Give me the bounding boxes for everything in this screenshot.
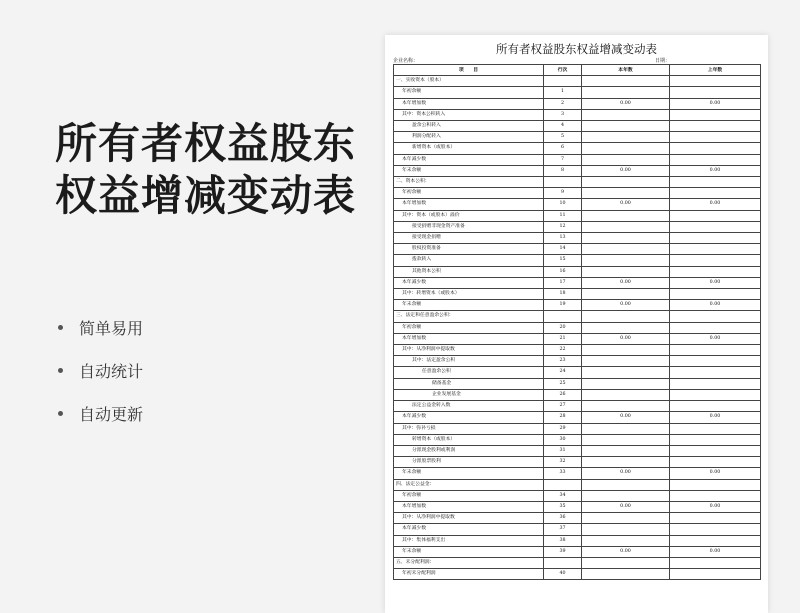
row-previous-value: 0.00 bbox=[670, 98, 761, 109]
row-item-label: 年初余额 bbox=[394, 322, 544, 333]
row-previous-value: 0.00 bbox=[670, 165, 761, 176]
row-current-value: 0.00 bbox=[582, 300, 670, 311]
row-item-label: 其中：从净利润中提取数 bbox=[394, 345, 544, 356]
table-row bbox=[394, 479, 761, 490]
row-current-value bbox=[582, 255, 670, 266]
row-previous-value bbox=[670, 121, 761, 132]
row-item-label: 转增资本（或股本） bbox=[394, 434, 544, 445]
table-row bbox=[394, 244, 761, 255]
row-item-label: 其中：集体福利支出 bbox=[394, 535, 544, 546]
table-row bbox=[394, 300, 761, 311]
row-previous-value bbox=[670, 177, 761, 188]
table-row bbox=[394, 311, 761, 322]
row-previous-value bbox=[670, 154, 761, 165]
row-line-number: 23 bbox=[544, 356, 582, 367]
row-item-label: 新增资本（或股本） bbox=[394, 143, 544, 154]
bullet-dot-icon bbox=[58, 325, 63, 330]
feature-label: 简单易用 bbox=[79, 318, 144, 338]
row-item-label: 年末余额 bbox=[394, 165, 544, 176]
row-current-value bbox=[582, 479, 670, 490]
row-item-label: 其他资本公积 bbox=[394, 266, 544, 277]
row-current-value bbox=[582, 221, 670, 232]
row-current-value bbox=[582, 143, 670, 154]
table-row bbox=[394, 490, 761, 501]
row-previous-value bbox=[670, 513, 761, 524]
row-current-value: 0.00 bbox=[582, 412, 670, 423]
row-line-number: 12 bbox=[544, 221, 582, 232]
row-current-value bbox=[582, 513, 670, 524]
row-item-label: 接受捐赠非现金资产准备 bbox=[394, 221, 544, 232]
row-line-number: 21 bbox=[544, 333, 582, 344]
table-row bbox=[394, 535, 761, 546]
table-row bbox=[394, 277, 761, 288]
row-previous-value bbox=[670, 378, 761, 389]
table-row bbox=[394, 546, 761, 557]
table-row bbox=[394, 322, 761, 333]
row-line-number: 15 bbox=[544, 255, 582, 266]
row-line-number: 14 bbox=[544, 244, 582, 255]
row-line-number: 37 bbox=[544, 524, 582, 535]
row-current-value bbox=[582, 121, 670, 132]
row-line-number: 16 bbox=[544, 266, 582, 277]
feature-item bbox=[58, 356, 143, 384]
feature-item bbox=[58, 313, 143, 341]
table-row bbox=[394, 356, 761, 367]
feature-item bbox=[58, 399, 143, 427]
row-previous-value bbox=[670, 143, 761, 154]
row-line-number: 38 bbox=[544, 535, 582, 546]
row-line-number: 19 bbox=[544, 300, 582, 311]
row-line-number bbox=[544, 557, 582, 568]
row-line-number bbox=[544, 311, 582, 322]
row-previous-value: 0.00 bbox=[670, 412, 761, 423]
row-line-number: 33 bbox=[544, 468, 582, 479]
feature-label: 自动更新 bbox=[79, 404, 144, 424]
table-row bbox=[394, 423, 761, 434]
row-line-number: 5 bbox=[544, 132, 582, 143]
row-current-value: 0.00 bbox=[582, 199, 670, 210]
table-row bbox=[394, 233, 761, 244]
row-current-value bbox=[582, 188, 670, 199]
table-row bbox=[394, 468, 761, 479]
row-previous-value: 0.00 bbox=[670, 199, 761, 210]
row-current-value bbox=[582, 109, 670, 120]
row-line-number: 29 bbox=[544, 423, 582, 434]
row-line-number: 32 bbox=[544, 457, 582, 468]
row-current-value: 0.00 bbox=[582, 468, 670, 479]
table-row bbox=[394, 154, 761, 165]
date-label: 日期： bbox=[655, 58, 671, 64]
row-line-number: 10 bbox=[544, 199, 582, 210]
row-item-label: 本年减少数 bbox=[394, 154, 544, 165]
row-current-value bbox=[582, 434, 670, 445]
hero-title bbox=[55, 118, 356, 222]
row-item-label: 五、未分配利润： bbox=[394, 557, 544, 568]
header-previous-year: 上年数 bbox=[670, 65, 761, 76]
row-previous-value: 0.00 bbox=[670, 333, 761, 344]
row-current-value bbox=[582, 569, 670, 580]
table-row bbox=[394, 210, 761, 221]
row-line-number: 18 bbox=[544, 289, 582, 300]
table-row bbox=[394, 143, 761, 154]
table-row bbox=[394, 457, 761, 468]
table-row bbox=[394, 177, 761, 188]
row-line-number: 36 bbox=[544, 513, 582, 524]
row-current-value bbox=[582, 457, 670, 468]
row-item-label: 分派现金股利或利润 bbox=[394, 445, 544, 456]
row-line-number: 31 bbox=[544, 445, 582, 456]
row-previous-value bbox=[670, 266, 761, 277]
row-item-label: 其中：资本（或股本）溢价 bbox=[394, 210, 544, 221]
row-current-value: 0.00 bbox=[582, 165, 670, 176]
table-row bbox=[394, 87, 761, 98]
row-current-value bbox=[582, 535, 670, 546]
document-title: 所有者权益股东权益增减变动表 bbox=[496, 42, 657, 56]
row-current-value bbox=[582, 154, 670, 165]
table-row bbox=[394, 199, 761, 210]
table-row bbox=[394, 367, 761, 378]
row-item-label: 盈余公积转入 bbox=[394, 121, 544, 132]
row-line-number bbox=[544, 177, 582, 188]
row-current-value bbox=[582, 311, 670, 322]
table-row bbox=[394, 569, 761, 580]
row-current-value bbox=[582, 490, 670, 501]
row-previous-value bbox=[670, 535, 761, 546]
row-item-label: 其中：资本公积转入 bbox=[394, 109, 544, 120]
row-line-number: 7 bbox=[544, 154, 582, 165]
row-current-value bbox=[582, 524, 670, 535]
row-item-label: 年末余额 bbox=[394, 546, 544, 557]
row-previous-value bbox=[670, 345, 761, 356]
table-row bbox=[394, 188, 761, 199]
row-current-value bbox=[582, 322, 670, 333]
row-current-value bbox=[582, 233, 670, 244]
row-current-value bbox=[582, 389, 670, 400]
row-item-label: 储备基金 bbox=[394, 378, 544, 389]
feature-label: 自动统计 bbox=[79, 361, 144, 381]
table-row bbox=[394, 109, 761, 120]
row-previous-value bbox=[670, 244, 761, 255]
row-previous-value bbox=[670, 132, 761, 143]
row-previous-value: 0.00 bbox=[670, 546, 761, 557]
row-line-number: 34 bbox=[544, 490, 582, 501]
table-row bbox=[394, 121, 761, 132]
row-line-number: 9 bbox=[544, 188, 582, 199]
row-item-label: 年末余额 bbox=[394, 300, 544, 311]
table-row bbox=[394, 132, 761, 143]
row-previous-value: 0.00 bbox=[670, 501, 761, 512]
hero-title-line-1: 所有者权益股东 bbox=[55, 119, 357, 168]
row-line-number: 1 bbox=[544, 87, 582, 98]
row-previous-value bbox=[670, 490, 761, 501]
row-previous-value bbox=[670, 322, 761, 333]
row-item-label: 四、法定公益金： bbox=[394, 479, 544, 490]
row-previous-value bbox=[670, 389, 761, 400]
row-current-value bbox=[582, 423, 670, 434]
header-current-year: 本年数 bbox=[582, 65, 670, 76]
row-current-value bbox=[582, 266, 670, 277]
row-item-label: 三、法定和任意盈余公积： bbox=[394, 311, 544, 322]
row-previous-value: 0.00 bbox=[670, 300, 761, 311]
row-current-value bbox=[582, 345, 670, 356]
row-item-label: 其中：从净利润中提取数 bbox=[394, 513, 544, 524]
row-current-value bbox=[582, 132, 670, 143]
bullet-dot-icon bbox=[58, 368, 63, 373]
row-previous-value bbox=[670, 445, 761, 456]
row-item-label: 拨款转入 bbox=[394, 255, 544, 266]
table-row bbox=[394, 333, 761, 344]
row-previous-value bbox=[670, 457, 761, 468]
row-previous-value bbox=[670, 434, 761, 445]
table-row bbox=[394, 345, 761, 356]
row-line-number: 8 bbox=[544, 165, 582, 176]
row-previous-value bbox=[670, 87, 761, 98]
row-previous-value: 0.00 bbox=[670, 277, 761, 288]
bullet-dot-icon bbox=[58, 411, 63, 416]
row-item-label: 股权投资准备 bbox=[394, 244, 544, 255]
row-previous-value bbox=[670, 311, 761, 322]
row-current-value bbox=[582, 210, 670, 221]
table-row bbox=[394, 557, 761, 568]
row-previous-value bbox=[670, 188, 761, 199]
row-line-number: 2 bbox=[544, 98, 582, 109]
row-item-label: 本年减少数 bbox=[394, 412, 544, 423]
header-item: 项 目 bbox=[394, 65, 544, 76]
row-line-number: 24 bbox=[544, 367, 582, 378]
row-line-number: 28 bbox=[544, 412, 582, 423]
row-current-value bbox=[582, 244, 670, 255]
row-item-label: 一、实收资本（股本） bbox=[394, 76, 544, 87]
table-row bbox=[394, 445, 761, 456]
row-line-number: 40 bbox=[544, 569, 582, 580]
row-item-label: 其中：弥补亏损 bbox=[394, 423, 544, 434]
row-current-value: 0.00 bbox=[582, 546, 670, 557]
row-previous-value bbox=[670, 367, 761, 378]
document-preview bbox=[385, 35, 768, 613]
row-item-label: 其中：转增资本（或股本） bbox=[394, 289, 544, 300]
row-line-number: 30 bbox=[544, 434, 582, 445]
row-previous-value bbox=[670, 109, 761, 120]
row-item-label: 本年增加数 bbox=[394, 333, 544, 344]
row-line-number: 39 bbox=[544, 546, 582, 557]
row-line-number: 13 bbox=[544, 233, 582, 244]
row-current-value bbox=[582, 378, 670, 389]
table-row bbox=[394, 389, 761, 400]
row-line-number: 26 bbox=[544, 389, 582, 400]
row-current-value: 0.00 bbox=[582, 501, 670, 512]
row-item-label: 接受现金捐赠 bbox=[394, 233, 544, 244]
row-current-value bbox=[582, 87, 670, 98]
row-current-value bbox=[582, 76, 670, 87]
row-previous-value bbox=[670, 569, 761, 580]
row-previous-value bbox=[670, 479, 761, 490]
row-item-label: 二、资本公积： bbox=[394, 177, 544, 188]
table-row bbox=[394, 412, 761, 423]
table-header-row bbox=[394, 65, 761, 76]
row-line-number: 20 bbox=[544, 322, 582, 333]
row-item-label: 企业发展基金 bbox=[394, 389, 544, 400]
row-previous-value bbox=[670, 210, 761, 221]
row-line-number bbox=[544, 479, 582, 490]
table-row bbox=[394, 255, 761, 266]
row-current-value bbox=[582, 401, 670, 412]
row-previous-value: 0.00 bbox=[670, 468, 761, 479]
row-current-value bbox=[582, 445, 670, 456]
row-item-label: 其中：法定盈余公积 bbox=[394, 356, 544, 367]
row-previous-value bbox=[670, 233, 761, 244]
table-row bbox=[394, 266, 761, 277]
table-row bbox=[394, 289, 761, 300]
row-item-label: 年初余额 bbox=[394, 490, 544, 501]
row-line-number: 35 bbox=[544, 501, 582, 512]
row-previous-value bbox=[670, 289, 761, 300]
row-line-number: 22 bbox=[544, 345, 582, 356]
company-name-label: 企业名称： bbox=[393, 58, 419, 64]
row-line-number: 4 bbox=[544, 121, 582, 132]
row-current-value bbox=[582, 289, 670, 300]
row-item-label: 分派股票股利 bbox=[394, 457, 544, 468]
row-previous-value bbox=[670, 221, 761, 232]
table-body bbox=[394, 76, 761, 580]
table-row bbox=[394, 524, 761, 535]
table-row bbox=[394, 434, 761, 445]
equity-table bbox=[393, 64, 761, 580]
row-item-label: 本年增加数 bbox=[394, 501, 544, 512]
row-line-number: 17 bbox=[544, 277, 582, 288]
row-item-label: 本年增加数 bbox=[394, 199, 544, 210]
row-current-value: 0.00 bbox=[582, 98, 670, 109]
row-item-label: 年初余额 bbox=[394, 188, 544, 199]
row-line-number: 25 bbox=[544, 378, 582, 389]
row-line-number: 11 bbox=[544, 210, 582, 221]
table-row bbox=[394, 401, 761, 412]
row-current-value bbox=[582, 177, 670, 188]
row-line-number: 6 bbox=[544, 143, 582, 154]
table-row bbox=[394, 513, 761, 524]
row-current-value bbox=[582, 557, 670, 568]
row-previous-value bbox=[670, 255, 761, 266]
row-current-value: 0.00 bbox=[582, 277, 670, 288]
row-previous-value bbox=[670, 401, 761, 412]
row-current-value: 0.00 bbox=[582, 333, 670, 344]
table-row bbox=[394, 501, 761, 512]
row-item-label: 本年增加数 bbox=[394, 98, 544, 109]
table-row bbox=[394, 221, 761, 232]
table-row bbox=[394, 165, 761, 176]
row-line-number: 27 bbox=[544, 401, 582, 412]
row-item-label: 任意盈余公积 bbox=[394, 367, 544, 378]
feature-list bbox=[58, 313, 143, 442]
hero-title-line-2: 权益增减变动表 bbox=[55, 171, 357, 220]
row-item-label: 本年减少数 bbox=[394, 277, 544, 288]
row-current-value bbox=[582, 367, 670, 378]
row-current-value bbox=[582, 356, 670, 367]
row-line-number bbox=[544, 76, 582, 87]
table-row bbox=[394, 76, 761, 87]
table-row bbox=[394, 98, 761, 109]
row-previous-value bbox=[670, 356, 761, 367]
table-row bbox=[394, 378, 761, 389]
row-line-number: 3 bbox=[544, 109, 582, 120]
row-previous-value bbox=[670, 524, 761, 535]
row-item-label: 本年减少数 bbox=[394, 524, 544, 535]
row-previous-value bbox=[670, 557, 761, 568]
header-line: 行次 bbox=[544, 65, 582, 76]
row-item-label: 年初余额 bbox=[394, 87, 544, 98]
row-previous-value bbox=[670, 423, 761, 434]
row-item-label: 年初未分配利润 bbox=[394, 569, 544, 580]
row-previous-value bbox=[670, 76, 761, 87]
row-item-label: 年末余额 bbox=[394, 468, 544, 479]
row-item-label: 利润分配转入 bbox=[394, 132, 544, 143]
row-item-label: 法定公益金转入数 bbox=[394, 401, 544, 412]
